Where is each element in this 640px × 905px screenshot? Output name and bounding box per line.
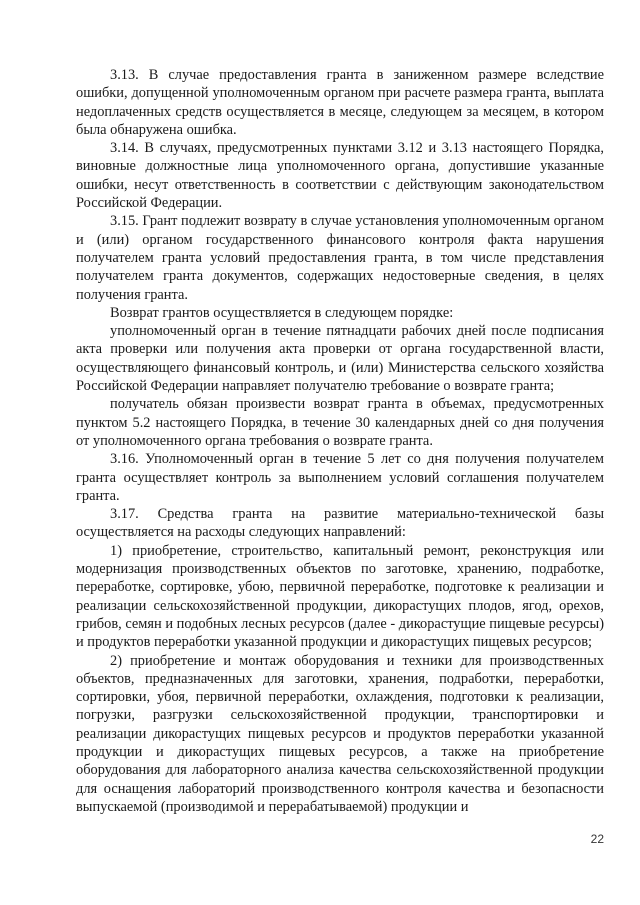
paragraph-3-13: 3.13. В случае предоставления гранта в заниженном размере вследствие ошибки, допущенной уполномоченным органом при расчете размера гранта, выплата недоплаченных средств осуществляется в месяце, следующем за месяцем, в котором была обнаружена ошибка.	[76, 67, 604, 138]
paragraph-3-17: 3.17. Средства гранта на развитие материально-технической базы осуществляется на расходы следующих направлений:	[76, 506, 604, 541]
page-number: 22	[590, 832, 604, 846]
paragraph-authority-duty: уполномоченный орган в течение пятнадцати рабочих дней после подписания акта проверки или получения акта проверки от органа государственной власти, осуществляющего финансовый контроль, и (или) Министерства сельского хозяйства Российской Федерации направляет получателю требование о возврате гранта;	[76, 323, 604, 395]
paragraph-3-15: 3.15. Грант подлежит возврату в случае установления уполномоченным органом и (или) органом государственного финансового контроля факта нарушения получателем гранта условий предоставления гранта, в том числе представления получателем гранта документов, содержащих недостоверные сведения, в целях получения гранта.	[76, 213, 604, 303]
list-item-2: 2) приобретение и монтаж оборудования и техники для производственных объектов, предназначенных для заготовки, хранения, подработки, переработки, сортировки, убоя, первичной переработки, охлаждения, подготовки к реализации, погрузки, разгрузки сельскохозяйственной продукции, транспортировки и реализации дикорастущих пищевых ресурсов и продуктов переработки указанной продукции и дикорастущих пищевых ресурсов, а также на приобретение оборудования для лабораторного анализа качества сельскохозяйственной продукции для оснащения лабораторий производственного контроля качества и безопасности выпускаемой (производимой и перерабатываемой) продукции и	[76, 652, 604, 815]
paragraph-return-order: Возврат грантов осуществляется в следующем порядке:	[110, 304, 454, 321]
list-item-1: 1) приобретение, строительство, капитальный ремонт, реконструкция или модернизация производственных объектов по заготовке, хранению, подработке, переработке, сортировке, убою, первичной переработке, подготовке к реализации и реализации сельскохозяйственной продукции, дикорастущих плодов, ягод, орехов, грибов, семян и подобных лесных ресурсов (далее - дикорастущие пищевые ресурсы) и продуктов переработки указанной продукции и дикорастущих пищевых ресурсов;	[76, 542, 604, 651]
paragraph-3-14: 3.14. В случаях, предусмотренных пунктами 3.12 и 3.13 настоящего Порядка, виновные должностные лица уполномоченного органа, допустившие указанные ошибки, несут ответственность в соответствии с действующим законодательством Российской Федерации.	[76, 140, 604, 212]
paragraph-recipient-duty: получатель обязан произвести возврат гранта в объемах, предусмотренных пунктом 5.2 настоящего Порядка, в течение 30 календарных дней со дня получения от уполномоченного органа требования о возврате гранта.	[76, 396, 604, 449]
document-page	[76, 66, 604, 816]
paragraph-3-16: 3.16. Уполномоченный орган в течение 5 лет со дня получения получателем гранта осуществляет контроль за выполнением условий соглашения получателем гранта.	[76, 451, 604, 504]
